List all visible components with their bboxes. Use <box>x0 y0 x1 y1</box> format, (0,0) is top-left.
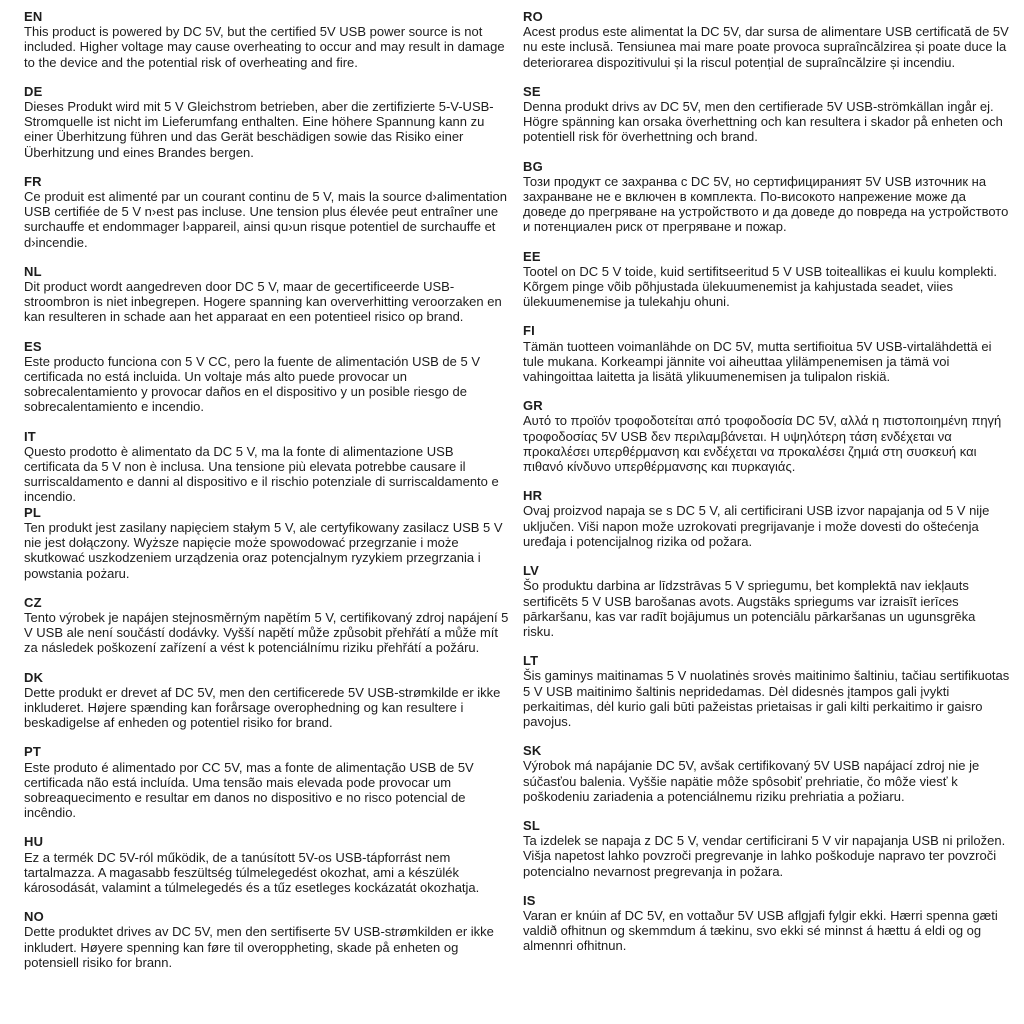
language-code-label: SE <box>523 83 541 99</box>
language-code-label: FR <box>24 173 42 189</box>
language-code-label: FI <box>523 323 535 339</box>
warning-text: Ten produkt jest zasilany napięciem stałym 5 V, ale certyfikowany zasilacz USB 5 V nie jest dołączony. Wyższe napięcie może spowodować przegrzanie i może skutkować uszkodzeniem urządzenia oraz potencjalnym ryzykiem przegrzania i powstania pożaru. <box>24 519 503 581</box>
warning-text: Dette produkt er drevet af DC 5V, men den certificerede 5V USB-strømkilde er ikke inkluderet. Højere spænding kan forårsage overophedning og kan resultere i beskadigelse af enheden og potentiel risiko for brand. <box>24 684 501 731</box>
language-code-label: RO <box>523 9 543 24</box>
warning-text: Acest produs este alimentat la DC 5V, dar sursa de alimentare USB certificată de 5V nu este inclusă. Tensiunea mai mare poate provoca supraîncălzirea și poate duce la deteriorarea dispozitivului și la riscul potențial de supraîncălzire și incendiu. <box>523 24 1009 70</box>
warning-text: Tootel on DC 5 V toide, kuid sertifitseeritud 5 V USB toiteallikas ei kuulu komplekti. Kõrgem pinge võib põhjustada ülekuumenemist ja kahjustada seadet, viies ülekuumenemise ja tulekahju ohuni. <box>523 263 998 310</box>
warning-text: Tento výrobek je napájen stejnosměrným napětím 5 V, certifikovaný zdroj napájení 5 V USB ale není součástí dodávky. Vyšší napětí může způsobit přehřátí a může mít za následek poškození zařízení a vést k potenciálnímu riziku přehřátí a požáru. <box>24 609 509 656</box>
language-code-label: GR <box>523 398 543 414</box>
warning-text: Ez a termék DC 5V-ról működik, de a tanúsított 5V-os USB-tápforrást nem tartalmazza. A magasabb feszültség túlmelegedést okozhat, ami a készülék károsodását, valamint a túlmelegedés és a tűz esetleges kockázatát okozhatja. <box>24 849 480 895</box>
lang-section-LT <box>523 653 1010 729</box>
language-code-label: SL <box>523 817 541 833</box>
lang-section-RO <box>523 9 1010 70</box>
lang-section-NO <box>24 909 511 970</box>
lang-section-ES <box>24 339 511 415</box>
language-code-label: DK <box>24 669 44 685</box>
warning-text: Varan er knúin af DC 5V, en vottaður 5V USB aflgjafi fylgir ekki. Hærri spenna gæti valdið ofhitnun og skemmdum á tækinu, svo ekki sé minnst á hættu á eldi og og almennri ofhitnun. <box>523 907 998 954</box>
language-code-label: IT <box>24 428 36 444</box>
lang-section-EN <box>24 9 511 70</box>
language-code-label: HR <box>523 488 543 504</box>
lang-section-NL <box>24 264 511 325</box>
lang-section-IT <box>24 429 511 505</box>
language-code-label: IS <box>523 892 536 908</box>
language-code-label: HU <box>24 834 44 850</box>
language-code-label: LV <box>523 563 540 579</box>
column-right <box>523 9 1010 984</box>
warning-text: Este producto funciona con 5 V CC, pero la fuente de alimentación USB de 5 V certificada no está incluida. Un voltaje más alto puede provocar un sobrecalentamiento y provocar daños en el dispositivo y un posible riesgo de sobrecalentamiento e incendio. <box>24 353 480 415</box>
lang-section-FI <box>523 323 1010 384</box>
language-code-label: CZ <box>24 594 42 610</box>
language-code-label: LT <box>523 653 539 669</box>
warning-text: Ce produit est alimenté par un courant continu de 5 V, mais la source d›alimentation USB certifiée de 5 V n›est pas incluse. Une tension plus élevée peut entraîner une surchauffe et endommager l›appareil, ainsi qu›un risque potentiel de surchauffe et d›incendie. <box>24 189 507 250</box>
lang-section-LV <box>523 563 1010 639</box>
lang-section-SL <box>523 818 1010 879</box>
lang-section-DK <box>24 670 511 731</box>
lang-section-SE <box>523 84 1010 145</box>
warning-text: Dit product wordt aangedreven door DC 5 V, maar de gecertificeerde USB-stroombron is niet inbegrepen. Hogere spanning kan oververhitting veroorzaken en kan resulteren in schade aan het apparaat en een potentieel risico op brand. <box>24 279 502 325</box>
lang-section-PL <box>24 505 511 581</box>
warning-text: Ta izdelek se napaja z DC 5 V, vendar certificirani 5 V vir napajanja USB ni priložen. Višja napetost lahko povzroči pregrevanje in lahko poškoduje napravo ter povzroči potencialno nevarnost pregrevanja in požara. <box>523 833 1006 879</box>
lang-section-PT <box>24 744 511 820</box>
lang-section-EE <box>523 249 1010 310</box>
column-left <box>24 9 511 984</box>
language-code-label: DE <box>24 83 43 99</box>
warning-text: This product is powered by DC 5V, but the certified 5V USB power source is not included. Higher voltage may cause overheating to occur and may result in damage to the device and the potential risk of overheating and fire. <box>24 24 505 70</box>
warning-text: Šis gaminys maitinamas 5 V nuolatinės srovės maitinimo šaltiniu, tačiau sertifikuotas 5 V USB maitinimo šaltinis nepridedamas. Dėl didesnės įtampos gali įvykti perkaitimas, dėl kurio gali būti pažeistas prietaisas ir gali kilti perkaitimo ir gaisro pavojus. <box>523 668 1010 729</box>
language-code-label: PL <box>24 504 42 520</box>
warning-text: Questo prodotto è alimentato da DC 5 V, ma la fonte di alimentazione USB certificata da 5 V non è inclusa. Una tensione più elevata potrebbe causare il surriscaldamento e danni al dispositivo e il rischio potenziale di surriscaldamento e incendio. <box>24 443 499 505</box>
lang-section-SK <box>523 743 1010 804</box>
lang-section-CZ <box>24 595 511 656</box>
warning-text: Ovaj proizvod napaja se s DC 5 V, ali certificirani USB izvor napajanja od 5 V nije uključen. Viši napon može uzrokovati pregrijavanje i može dovesti do oštećenja uređaja i potencijalnog rizika od požara. <box>523 503 990 549</box>
warning-text: Αυτό το προϊόν τροφοδοτείται από τροφοδοσία DC 5V, αλλά η πιστοποιημένη πηγή τροφοδοσίας 5V USB δεν περιλαμβάνεται. Η υψηλότερη τάση ενδέχεται να προκαλέσει υπερθέρμανση και ενδέχεται να προκαλέσει ζημιά στη συσκευή και πιθανό κίνδυνο υπερθέρμανσης και πυρκαγιάς. <box>523 413 1002 475</box>
lang-section-HU <box>24 834 511 895</box>
lang-section-IS <box>523 893 1010 954</box>
language-code-label: PT <box>24 744 42 760</box>
warning-text: Výrobok má napájanie DC 5V, avšak certifikovaný 5V USB napájací zdroj nie je súčasťou balenia. Vyššie napätie môže spôsobiť prehriatie, čo môže viesť k poškodeniu zariadenia a potenciálnemu riziku prehriatia a požiaru. <box>523 758 980 804</box>
warning-text: Tämän tuotteen voimanlähde on DC 5V, mutta sertifioitua 5V USB-virtalähdettä ei tule mukana. Korkeampi jännite voi aiheuttaa ylilämpenemisen ja tämä voi vahingoittaa laitetta ja lisätä ylikuumenemisen ja tulipalon riskiä. <box>523 338 992 385</box>
warning-text: Dette produktet drives av DC 5V, men den sertifiserte 5V USB-strømkilden er ikke inkludert. Høyere spenning kan føre til overoppheting, skade på enheten og potensiell risiko for brann. <box>24 924 494 970</box>
language-code-label: NO <box>24 909 44 925</box>
lang-section-GR <box>523 398 1010 474</box>
language-code-label: NL <box>24 263 42 279</box>
two-column-layout <box>24 9 1010 984</box>
language-code-label: ES <box>24 338 42 354</box>
warning-text: Este produto é alimentado por CC 5V, mas a fonte de alimentação USB de 5V certificada não está incluída. Uma tensão mais elevada pode provocar um sobreaquecimento e resultar em danos no dispositivo e no risco potencial de incêndio. <box>24 759 474 821</box>
lang-section-DE <box>24 84 511 160</box>
language-code-label: EN <box>24 9 43 24</box>
language-code-label: SK <box>523 743 542 759</box>
warning-text: Denna produkt drivs av DC 5V, men den certifierade 5V USB-strömkällan ingår ej. Högre spänning kan orsaka överhettning och kan resultera i skador på enheten och potentiell risk för överhettning och brand. <box>523 99 1003 145</box>
lang-section-BG <box>523 159 1010 235</box>
warning-text: Šo produktu darbina ar līdzstrāvas 5 V spriegumu, bet komplektā nav iekļauts sertificēts 5 V USB barošanas avots. Augstāks spriegums var izraisīt ierīces pārkaršanu, kas var radīt bojājumus un potenciālu pārkaršanas un ugunsgrēka risku. <box>523 578 976 639</box>
warning-text: Dieses Produkt wird mit 5 V Gleichstrom betrieben, aber die zertifizierte 5-V-USB-Stromquelle ist nicht im Lieferumfang enthalten. Eine höhere Spannung kann zu einer Überhitzung führen und das Gerät beschädigen sowie das Risiko einer Überhitzung und eines Brandes bergen. <box>24 99 494 160</box>
language-code-label: BG <box>523 158 543 174</box>
language-code-label: EE <box>523 248 541 264</box>
warning-text: Този продукт се захранва с DC 5V, но сертифицираният 5V USB източник на захранване не е включен в комплекта. По-високото напрежение може да доведе до прегряване на устройството и да доведе до повреда на устройството и потенциален риск от прегряване и пожар. <box>523 173 1009 235</box>
lang-section-FR <box>24 174 511 250</box>
lang-section-HR <box>523 488 1010 549</box>
